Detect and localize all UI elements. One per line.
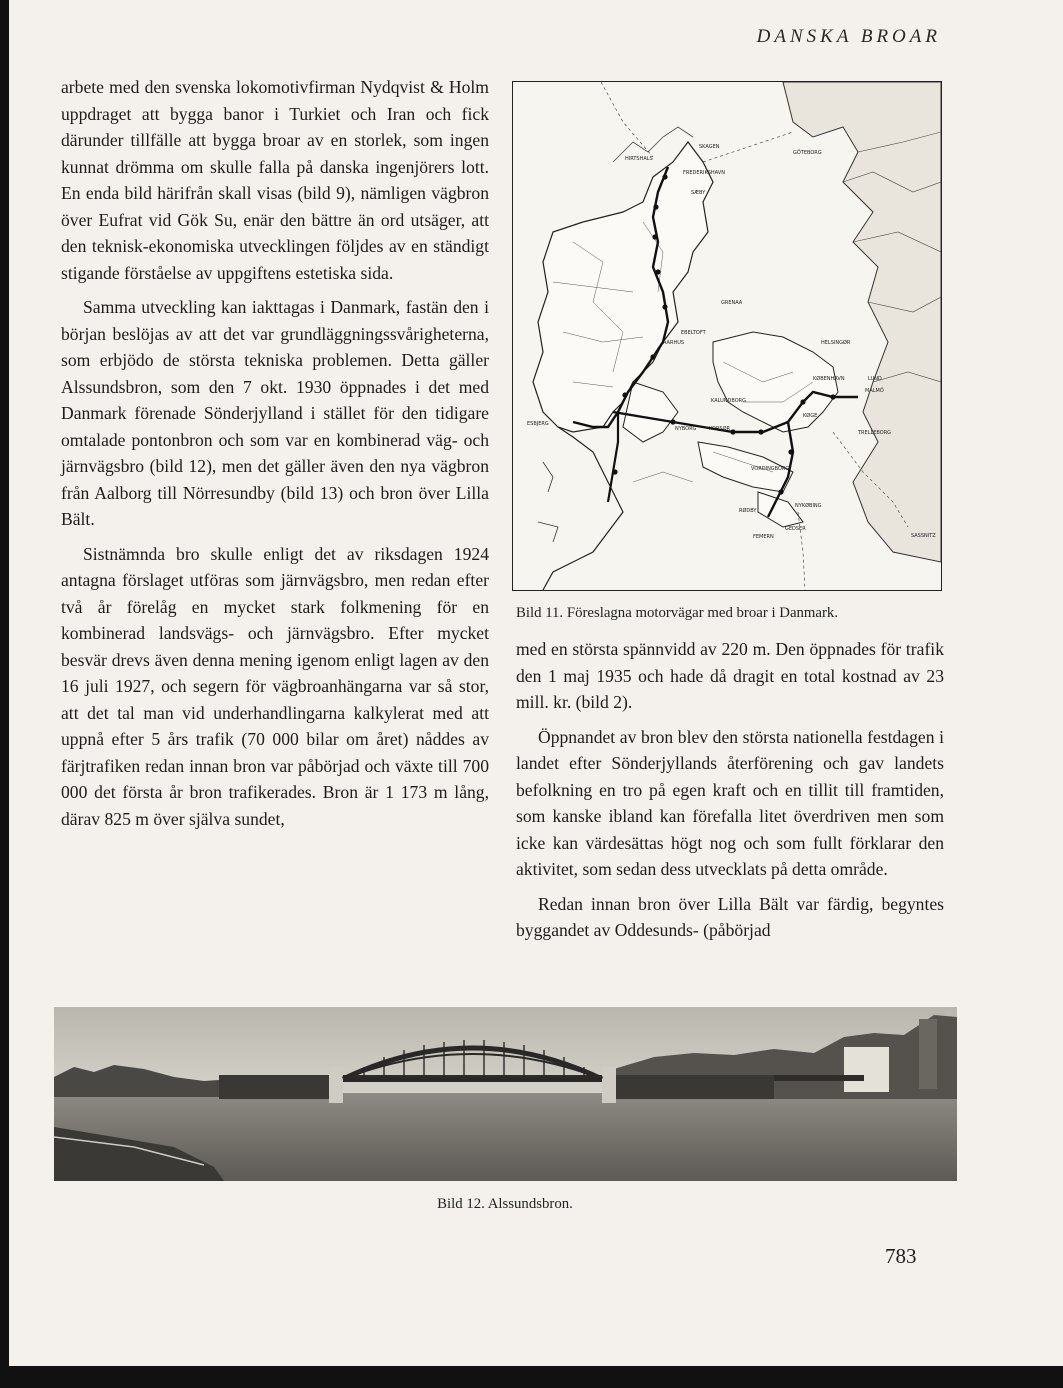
map-label-nykobing: NYKØBING xyxy=(795,503,822,509)
map-label-aarhus: AARHUS xyxy=(663,340,685,346)
map-label-vordingborg: VORDINGBORG xyxy=(751,466,790,472)
running-title: DANSKA BROAR xyxy=(756,26,941,47)
alssund-bridge-photo xyxy=(54,1007,957,1181)
map-label-rodby: RØDBY xyxy=(739,508,757,514)
map-label-frederikshavn: FREDERIKSHAVN xyxy=(683,170,725,176)
paragraph: med en största spännvidd av 220 m. Den öppnades för trafik den 1 maj 1935 och hade då dragit en total kostnad av 23 mill. kr. (bild 2). xyxy=(516,639,944,712)
map-label-nyborg: NYBORG xyxy=(675,426,697,432)
map-label-goteborg: GÖTEBORG xyxy=(793,150,822,156)
map-caption: Bild 11. Föreslagna motorvägar med broar i Danmark. xyxy=(516,605,839,621)
right-column xyxy=(516,636,944,952)
paragraph: arbete med den svenska lokomotivfirman Nydqvist & Holm uppdraget att bygga banor i Turkiet och Iran och fick därunder tillfälle att bygga broar av en storlek, som ingen kunnat drömma om skulle falla på danska ingenjörers lott. En enda bild härifrån skall visas (bild 9), nämligen vägbron över Eufrat vid Gök Su, enär den bättre än ord utsäger, att den teknisk-ekonomiska utvecklingen följdes av en ständigt stigande förståelse av uppgiftens estetiska sida. xyxy=(61,77,489,283)
denmark-map-illustration xyxy=(513,82,941,590)
scan-left-edge xyxy=(0,0,9,1366)
page-number: 783 xyxy=(885,1244,917,1268)
denmark-map-figure xyxy=(512,81,942,591)
alssund-bridge-illustration xyxy=(54,1007,957,1181)
map-label-kalundborg: KALUNDBORG xyxy=(711,398,747,404)
paragraph: Redan innan bron över Lilla Bält var färdig, begyntes byggandet av Oddesunds- (påbörjad xyxy=(516,893,944,940)
scan-bottom-edge xyxy=(0,1366,1063,1388)
map-label-femern: FEMERN xyxy=(753,534,774,540)
map-label-helsingor: HELSINGØR xyxy=(821,340,851,346)
paragraph: Samma utveckling kan iakttagas i Danmark, fastän den i början beslöjas av att det var grundläggningssvårigheterna, som erbjödo de största tekniska problemen. Detta gäller Alssundsbron, som den 7 okt. 1930 öppnades i det med Danmark förenade Sönderjylland i stället för den tidigare omtalade pontonbron och som var en kombinerad väg- och järnvägsbro (bild 12), men det gäller även den nya vägbron från Aalborg till Nörresundby (bild 13) och bron över Lilla Bält. xyxy=(61,297,489,529)
map-label-skagen: SKAGEN xyxy=(699,144,720,150)
photo-caption: Bild 12. Alssundsbron. xyxy=(437,1196,573,1212)
map-label-hirtshals: HIRTSHALS xyxy=(625,156,653,162)
map-label-kobenhavn: KØBENHAVN xyxy=(813,376,845,382)
map-label-korsor: KORSØR xyxy=(709,426,730,432)
paragraph: Sistnämnda bro skulle enligt det av riksdagen 1924 antagna förslaget utföras som järnvägsbro, men redan efter två år förelåg en mycket stark folkmening för en kombinerad landsvägs- och järnvägsbro. Efter mycket besvär drevs även denna mening igenom enligt lagen av den 16 juli 1927, och segern för vägbroanhängarna var så stor, att det tal man vid underhandlingarna kalkylerat med att uppnå efter 5 års trafik (70 000 bilar om året) nåddes av färjtrafiken redan innan bron var påbörjad och växte till 700 000 det första år bron trafikerades. Bron är 1 173 m lång, därav 825 m över själva sundet, xyxy=(61,543,489,829)
paragraph: Öppnandet av bron blev den största nationella festdagen i landet efter Sönderjyllands återförening och gav landets befolkning en tro på egen kraft och en tillit till framtiden, som kanske ibland kan förefalla litet överdriven men som icke kan värdesättas högt nog och som fullt förklarar den aktivitet, som sedan dess utvecklats på detta område. xyxy=(516,726,944,879)
left-column xyxy=(61,74,489,840)
map-label-saeby: SÆBY xyxy=(691,190,706,196)
map-label-lund: LUND xyxy=(868,376,882,382)
map-label-grenaa: GRENAA xyxy=(721,300,743,306)
map-label-sassnitz: SASSNITZ xyxy=(911,533,936,539)
map-label-malmo: MALMÖ xyxy=(865,388,884,394)
map-label-esbjerg: ESBJERG xyxy=(527,421,549,427)
map-label-koge: KØGE xyxy=(803,413,818,419)
map-label-trelleborg: TRELLEBORG xyxy=(858,430,892,436)
map-label-gedser: GEDSER xyxy=(785,526,806,532)
map-label-ebeltoft: EBELTOFT xyxy=(681,330,706,336)
